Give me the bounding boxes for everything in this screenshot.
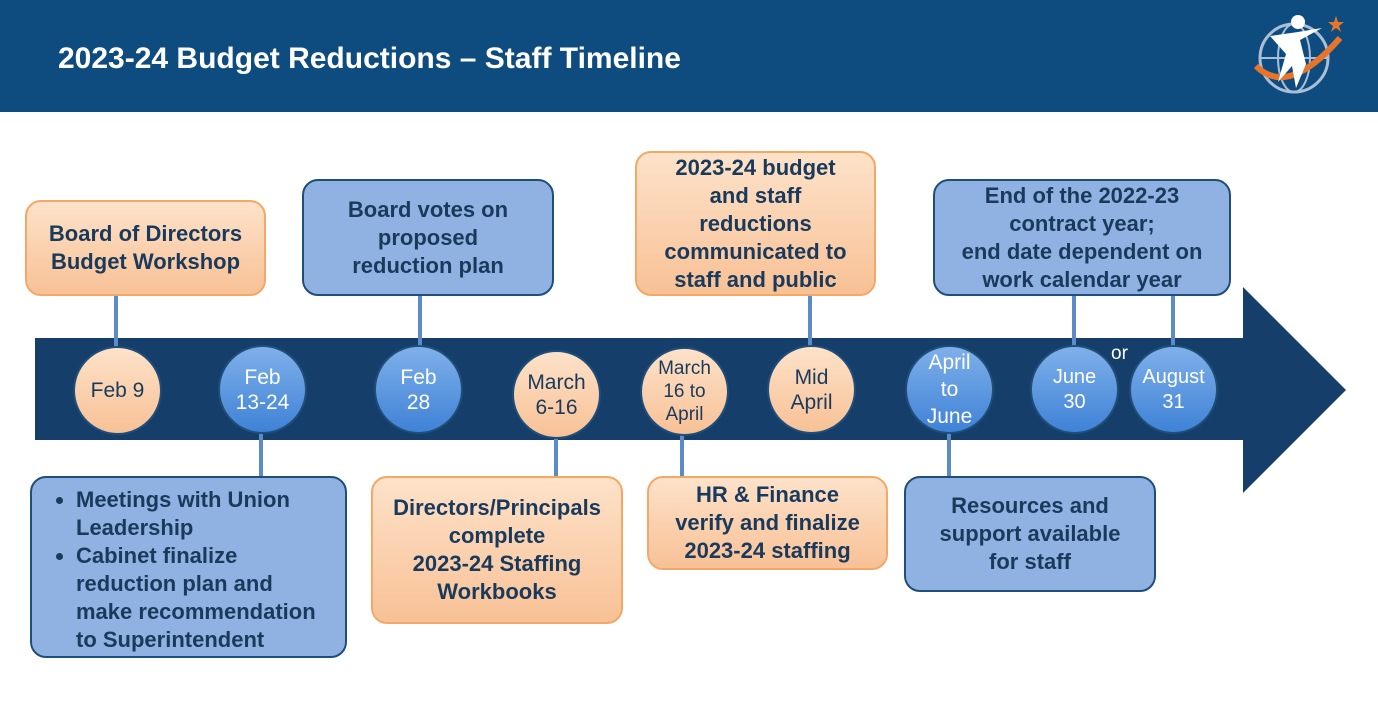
date-mid-april: Mid April	[767, 345, 856, 434]
date-august-31: August 31	[1129, 345, 1218, 434]
or-label: or	[1111, 343, 1128, 364]
union-leadership-box	[30, 476, 347, 658]
connector-feb13	[259, 432, 263, 478]
connector-march6	[554, 436, 558, 478]
directors-box: Directors/Principals complete 2023-24 Staffing Workbooks	[371, 476, 623, 624]
date-march-6-16: March 6-16	[512, 350, 601, 439]
date-march-16-april: March 16 to April	[640, 347, 729, 436]
connector-march16	[680, 434, 684, 478]
date-feb-9: Feb 9	[73, 346, 162, 435]
connector-aug31	[1171, 294, 1175, 348]
resources-box: Resources and support available for staff	[904, 476, 1156, 592]
page-title: 2023-24 Budget Reductions – Staff Timeline	[58, 42, 681, 75]
communicated-box: 2023-24 budget and staff reductions communicated to staff and public	[635, 151, 876, 296]
connector-april-june	[947, 432, 951, 478]
end-contract-box: End of the 2022-23 contract year; end date dependent on work calendar year	[933, 179, 1231, 296]
date-june-30: June 30	[1030, 345, 1119, 434]
hr-finance-box: HR & Finance verify and finalize 2023-24 staffing	[647, 476, 888, 570]
bullet-union-meetings: • Meetings with Union Leadership	[76, 486, 335, 542]
connector-feb9	[114, 294, 118, 348]
connector-june30	[1072, 294, 1076, 348]
date-feb-13-24: Feb 13-24	[218, 345, 307, 434]
connector-feb28	[418, 294, 422, 348]
board-votes-box: Board votes on proposed reduction plan	[302, 179, 554, 296]
date-april-june: April to June	[905, 345, 994, 434]
connector-mid-april	[808, 294, 812, 348]
bullet-cabinet-finalize: • Cabinet finalize reduction plan and make recommendation to Superintendent	[76, 542, 335, 654]
date-feb-28: Feb 28	[374, 345, 463, 434]
board-workshop-box: Board of Directors Budget Workshop	[25, 200, 266, 296]
